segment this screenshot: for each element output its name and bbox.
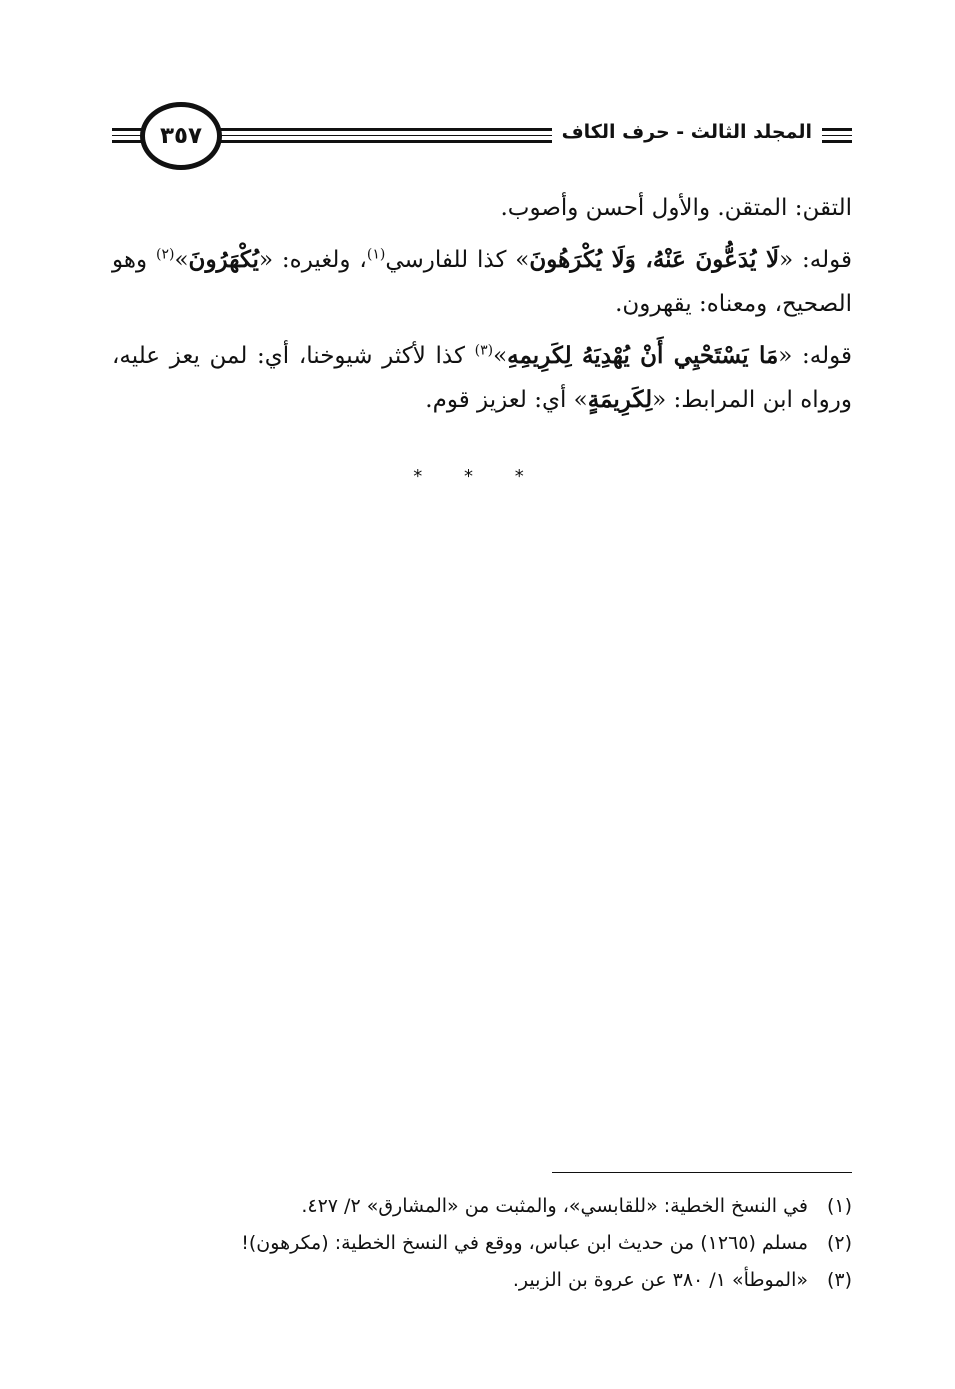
running-title: المجلد الثالث - حرف الكاف (552, 121, 822, 143)
p3-lemma-1: مَا يَسْتَحْيِي أَنْ يُهْدِيَهُ لِكَرِيمِهِ (507, 342, 779, 369)
section-separator: * * * (413, 466, 542, 487)
footnote-3 (112, 1262, 852, 1299)
p2-lemma-1: لَا يُدَعُّونَ عَنْهُ، وَلَا يُكْرَهُونَ (529, 246, 780, 273)
page-number-badge (140, 102, 222, 170)
p2-mid-2: ، ولغيره: « (258, 247, 367, 273)
p2-intro: قوله: « (779, 247, 852, 273)
paragraph-1: التقن: المتقن. والأول أحسن وأصوب. (500, 195, 852, 221)
p2-close: » (174, 247, 189, 273)
footnote-number: (٣) (826, 1269, 852, 1291)
main-text (112, 186, 852, 430)
footnote-2 (112, 1225, 852, 1262)
p3-intro: قوله: « (778, 343, 852, 369)
p3-lemma-2: لِكَرِيمَةٍ (587, 386, 653, 413)
footnote-ref-1[interactable]: (١) (366, 246, 386, 263)
running-header (112, 100, 852, 170)
footnotes (112, 1188, 852, 1299)
paragraph-3 (112, 334, 852, 422)
footnote-1 (112, 1188, 852, 1225)
footnote-rule (552, 1172, 852, 1173)
footnote-number: (٢) (826, 1232, 852, 1254)
footnote-text: «الموطأ» ١/ ٣٨٠ عن عروة بن الزبير. (512, 1269, 808, 1291)
footnote-text: مسلم (١٢٦٥) من حديث ابن عباس، ووقع في النسخ الخطية: (مكرهون)! (241, 1232, 808, 1254)
footnote-ref-2[interactable]: (٢) (156, 246, 175, 263)
p3-tail: » أي: لعزيز قوم. (425, 387, 588, 413)
p3-close: » (493, 343, 508, 369)
footnote-text: في النسخ الخطية: «للقابسي»، والمثبت من «المشارق» ٢/ ٤٢٧. (301, 1195, 808, 1217)
paragraph-2 (112, 238, 852, 326)
p2-tail: وهو الصحيح، ومعناه: يقهرون. (112, 247, 852, 317)
p2-lemma-2: يُكْهَرُونَ (188, 246, 259, 273)
p2-mid: » كذا للفارسي (385, 247, 530, 273)
page-number: ٣٥٧ (159, 123, 203, 149)
footnote-ref-3[interactable]: (٣) (474, 342, 494, 359)
p3-mid: كذا لأكثر شيوخنا، أي: لمن يعز عليه، ورواه ابن المرابط: « (112, 343, 852, 413)
footnote-number: (١) (826, 1195, 852, 1217)
